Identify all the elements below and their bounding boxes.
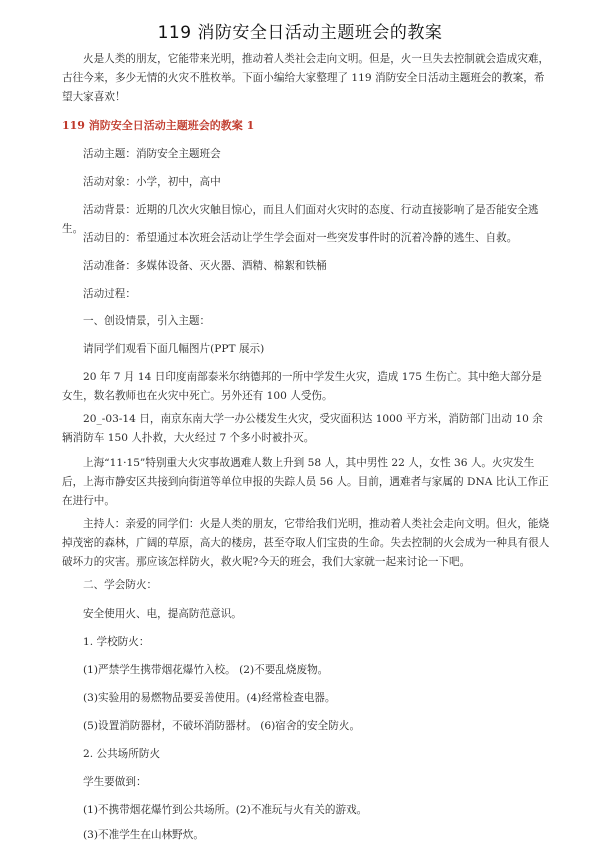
section-title: 119 消防安全日活动主题班会的教案 1 [62,119,255,132]
line-must: 学生要做到： [83,776,147,788]
event-3-paragraph: 上海“11·15”特别重大火灾事故遇难人数上升到 58 人，其中男性 22 人，女性 36 人。火灾发生后，上海市静安区共接到向街道等单位申报的失踪人员 56 人。目前，遇难者与家属的 DNA 比认工作正在进行中。 [62,457,549,507]
line-theme: 活动主题：消防安全主题班会 [83,148,221,160]
line-public-2: (3)不准学生在山林野炊。 [83,829,204,841]
line-part2: 二、学会防火： [83,579,158,591]
line-school-2: (3)实验用的易燃物品要妥善使用。(4)经常检查电器。 [83,692,336,704]
page-title: 119 消防安全日活动主题班会的教案 [157,23,443,43]
line-part1: 一、创设情景，引入主题： [83,315,211,327]
line-background: 活动背景：近期的几次火灾触目惊心，而且人们面对火灾时的态度、行动直接影响了是否能安全逃生。 [62,204,539,235]
line-safe: 安全使用火、电，提高防范意识。 [83,608,242,620]
line-school-1: (1)严禁学生携带烟花爆竹入校。 (2)不要乱烧废物。 [83,664,329,676]
event-1-paragraph: 20 年 7 月 14 日印度南部泰米尔纳德邦的一所中学发生火灾，造成 175 生伤亡。其中绝大部分是女生，数名教师也在火灾中死亡。另外还有 100 人受伤。 [62,371,542,402]
host-paragraph: 主持人：亲爱的同学们：火是人类的朋友，它带给我们光明，推动着人类社会走向文明。但火，能烧掉茂密的森林，广阔的草原，高大的楼房，甚至夺取人们宝贵的生命。失去控制的火会成为一种具有很人破坏力的灾害。那应该怎样防火，救火呢?今天的班会，我们大家就一起来讨论一下吧。 [62,518,550,568]
line-prep: 活动准备：多媒体设备、灭火器、酒精、棉絮和铁桶 [83,260,327,272]
line-school-3: (5)设置消防器材，不破坏消防器材。 (6)宿舍的安全防火。 [83,720,361,732]
intro-paragraph: 火是人类的朋友，它能带来光明，推动着人类社会走向文明。但是，火一旦失去控制就会造成灾难，古往今来，多少无情的火灾不胜枚举。下面小编给大家整理了 119 消防安全日活动主题班会的教案，希望大家喜欢！ [62,53,550,103]
line-public: 2. 公共场所防火 [83,748,161,760]
line-school: 1. 学校防火： [83,636,150,648]
line-audience: 活动对象：小学，初中，高中 [83,176,221,188]
event-2-paragraph: 20_-03-14 日，南京东南大学一办公楼发生火灾，受灾面积达 1000 平方米，消防部门出动 10 余辆消防车 150 人扑救，大火经过 7 个多小时被扑灭。 [62,413,543,444]
line-public-1: (1)不携带烟花爆竹到公共场所。(2)不准玩与火有关的游戏。 [83,804,368,816]
line-watch: 请同学们观看下面几幅图片(PPT 展示) [83,343,265,355]
line-purpose: 活动目的：希望通过本次班会活动让学生学会面对一些突发事件时的沉着冷静的逃生、自救。 [83,232,518,244]
line-process: 活动过程： [83,288,136,300]
